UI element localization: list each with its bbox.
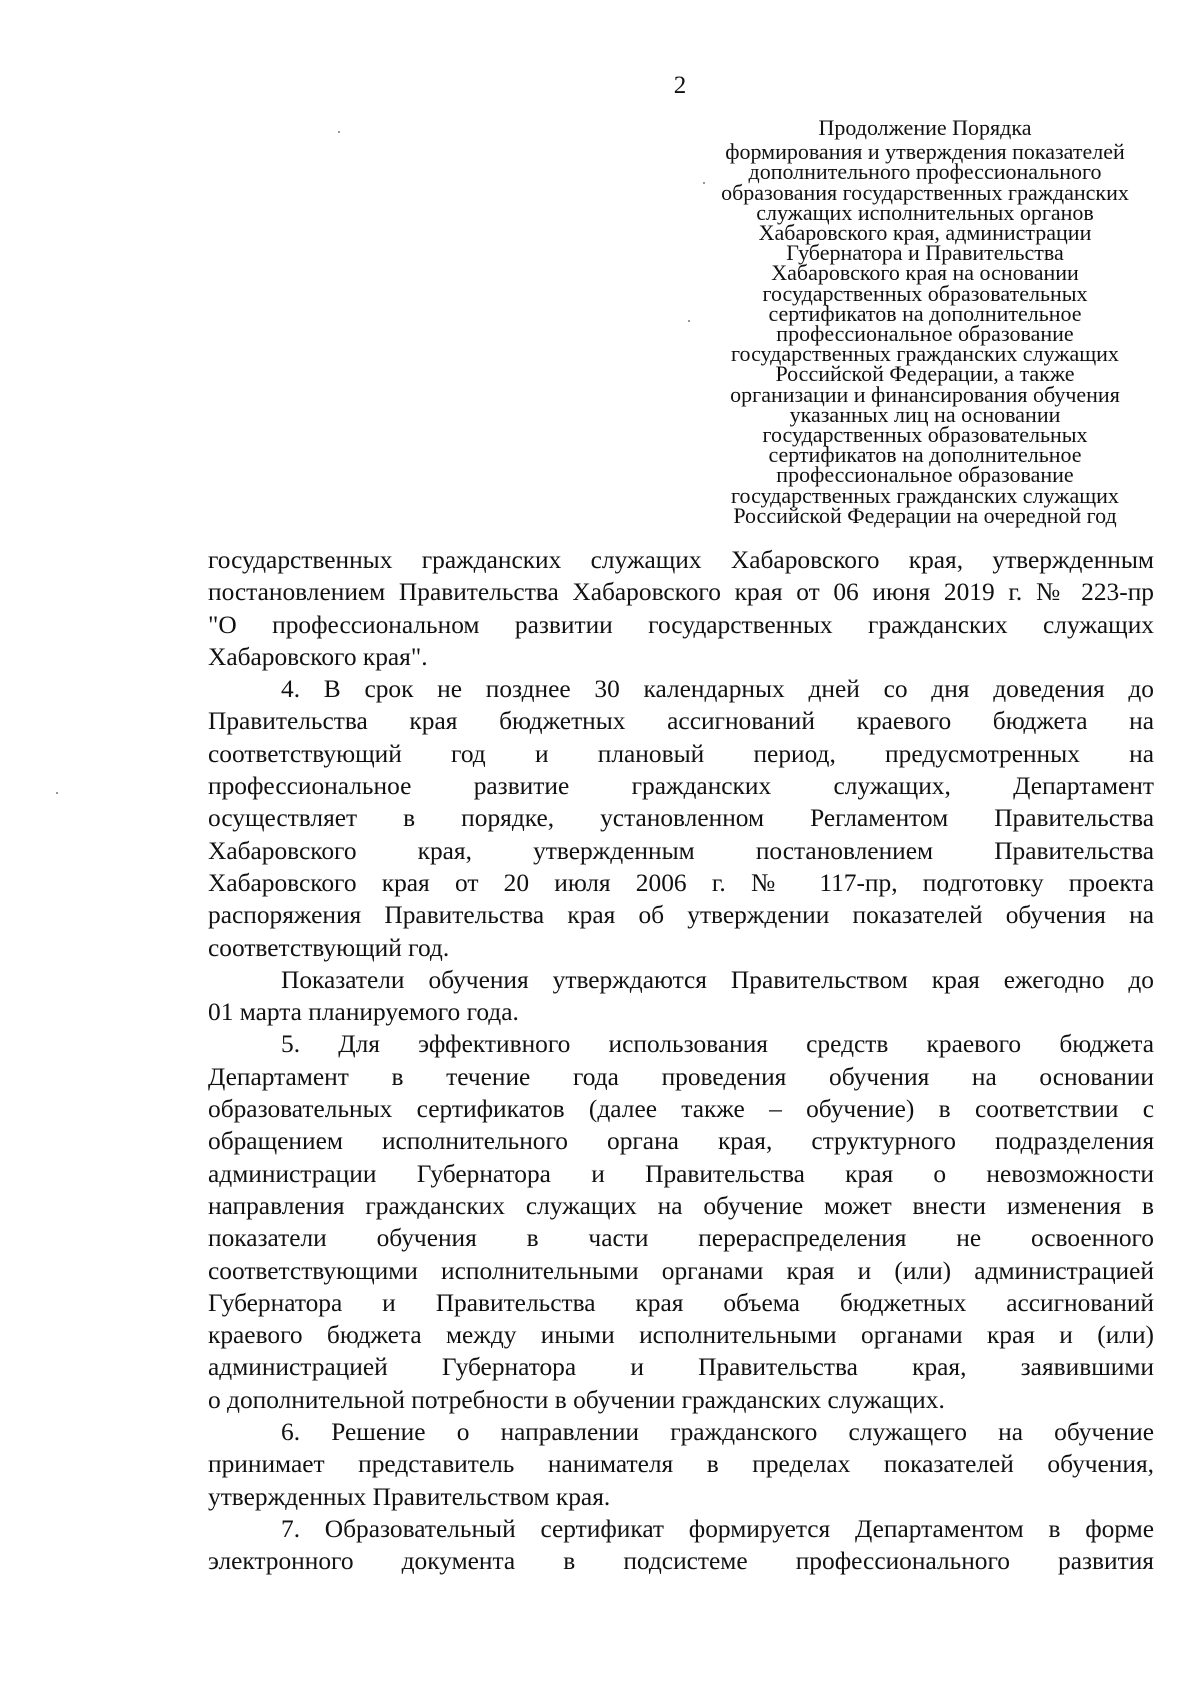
- text-line: Губернатора и Правительства края объема бюджетных ассигнований: [208, 1288, 1154, 1317]
- text-line: направления гражданских служащих на обучение может внести изменения в: [208, 1191, 1154, 1220]
- continuation-line: Хабаровского края, администрации: [758, 220, 1092, 246]
- text-line: о дополнительной потребности в обучении гражданских служащих.: [208, 1385, 945, 1414]
- continuation-line: государственных гражданских служащих: [731, 482, 1119, 508]
- continuation-line: профессиональное образование: [776, 321, 1074, 347]
- continuation-line: Хабаровского края на основании: [771, 260, 1079, 286]
- text-line: обращением исполнительного органа края, структурного подразделения: [208, 1127, 1154, 1156]
- text-line: соответствующий год.: [208, 933, 450, 962]
- text-line: образовательных сертификатов (далее также – обучение) в соответствии с: [208, 1095, 1154, 1124]
- continuation-line: служащих исполнительных органов: [756, 199, 1094, 225]
- continuation-line: организации и финансирования обучения: [730, 381, 1120, 407]
- continuation-line: формирования и утверждения показателей: [725, 139, 1125, 165]
- text-line: профессиональное развитие гражданских служащих, Департамент: [208, 772, 1154, 801]
- text-line: краевого бюджета между иными исполнительными органами края и (или): [208, 1321, 1154, 1350]
- paragraph-7: [208, 1513, 1154, 1578]
- continuation-line: государственных образовательных: [762, 280, 1088, 306]
- continuation-line: государственных образовательных: [762, 422, 1088, 448]
- continuation-line: Российской Федерации на очередной год: [733, 502, 1117, 528]
- paragraph-4-indicators: [208, 964, 1154, 1029]
- scan-speck: [56, 792, 58, 794]
- text-line: распоряжения Правительства края об утверждении показателей обучения на: [208, 901, 1154, 930]
- text-line: показатели обучения в части перераспределения не освоенного: [208, 1224, 1154, 1253]
- text-line: электронного документа в подсистеме профессионального развития: [208, 1547, 1154, 1576]
- text-line: осуществляет в порядке, установленном Регламентом Правительства: [208, 804, 1154, 833]
- text-line: администрации Губернатора и Правительства края о невозможности: [208, 1159, 1154, 1188]
- text-line: Показатели обучения утверждаются Правительством края ежегодно до: [281, 965, 1154, 994]
- continuation-line: указанных лиц на основании: [789, 401, 1061, 427]
- paragraph-5: [208, 1028, 1154, 1416]
- text-line: 01 марта планируемого года.: [208, 998, 519, 1027]
- text-line: 4. В срок не позднее 30 календарных дней со дня доведения до: [281, 675, 1154, 704]
- continuation-line: Российской Федерации, а также: [775, 361, 1075, 387]
- continuation-line: дополнительного профессионального: [748, 159, 1102, 185]
- continuation-line: государственных гражданских служащих: [731, 341, 1119, 367]
- text-line: Правительства края бюджетных ассигнований краевого бюджета на: [208, 707, 1154, 736]
- text-line: Хабаровского края от 20 июля 2006 г. № 117-пр, подготовку проекта: [208, 868, 1154, 897]
- paragraph-4: [208, 673, 1154, 964]
- continuation-line: сертификатов на дополнительное: [768, 300, 1082, 326]
- text-line: администрацией Губернатора и Правительства края, заявившими: [208, 1353, 1154, 1382]
- continuation-line: образования государственных гражданских: [721, 179, 1129, 205]
- scan-speck: [703, 182, 705, 184]
- text-line: принимает представитель нанимателя в пределах показателей обучения,: [208, 1450, 1154, 1479]
- text-line: 6. Решение о направлении гражданского служащего на обучение: [281, 1418, 1154, 1447]
- text-line: Департамент в течение года проведения обучения на основании: [208, 1062, 1154, 1091]
- body-text: [208, 544, 1154, 1578]
- text-line: 7. Образовательный сертификат формируется Департаментом в форме: [281, 1514, 1154, 1543]
- continuation-header: [690, 115, 1160, 528]
- text-line: государственных гражданских служащих Хабаровского края, утвержденным: [208, 546, 1154, 574]
- scan-speck: [688, 320, 690, 322]
- text-line: утвержденных Правительством края.: [208, 1482, 611, 1511]
- scan-speck: [338, 131, 340, 133]
- text-line: Хабаровского края".: [208, 642, 428, 671]
- continuation-line: Губернатора и Правительства: [786, 240, 1064, 266]
- continuation-line: сертификатов на дополнительное: [768, 442, 1082, 468]
- text-line: соответствующий год и плановый период, предусмотренных на: [208, 739, 1154, 768]
- continuation-heading: Продолжение Порядка: [818, 115, 1032, 140]
- continuation-line: профессиональное образование: [776, 462, 1074, 488]
- paragraph-6: [208, 1416, 1154, 1513]
- text-line: "О профессиональном развитии государственных гражданских служащих: [208, 610, 1154, 639]
- text-line: постановлением Правительства Хабаровского края от 06 июня 2019 г. № 223-пр: [208, 578, 1154, 607]
- paragraph-continuation: [208, 544, 1154, 673]
- text-line: Хабаровского края, утвержденным постановлением Правительства: [208, 836, 1154, 865]
- text-line: соответствующими исполнительными органами края и (или) администрацией: [208, 1256, 1154, 1285]
- page-number: 2: [673, 72, 687, 99]
- text-line: 5. Для эффективного использования средств краевого бюджета: [281, 1030, 1154, 1059]
